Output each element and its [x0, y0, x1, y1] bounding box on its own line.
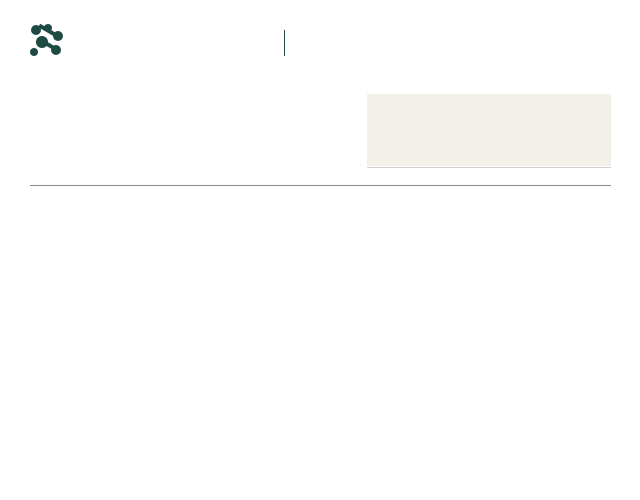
bioclinica-logo-icon — [28, 22, 68, 58]
report-info-box — [367, 94, 611, 166]
logo-divider — [284, 30, 285, 56]
table-top-divider — [30, 185, 611, 186]
header-divider — [367, 167, 611, 168]
